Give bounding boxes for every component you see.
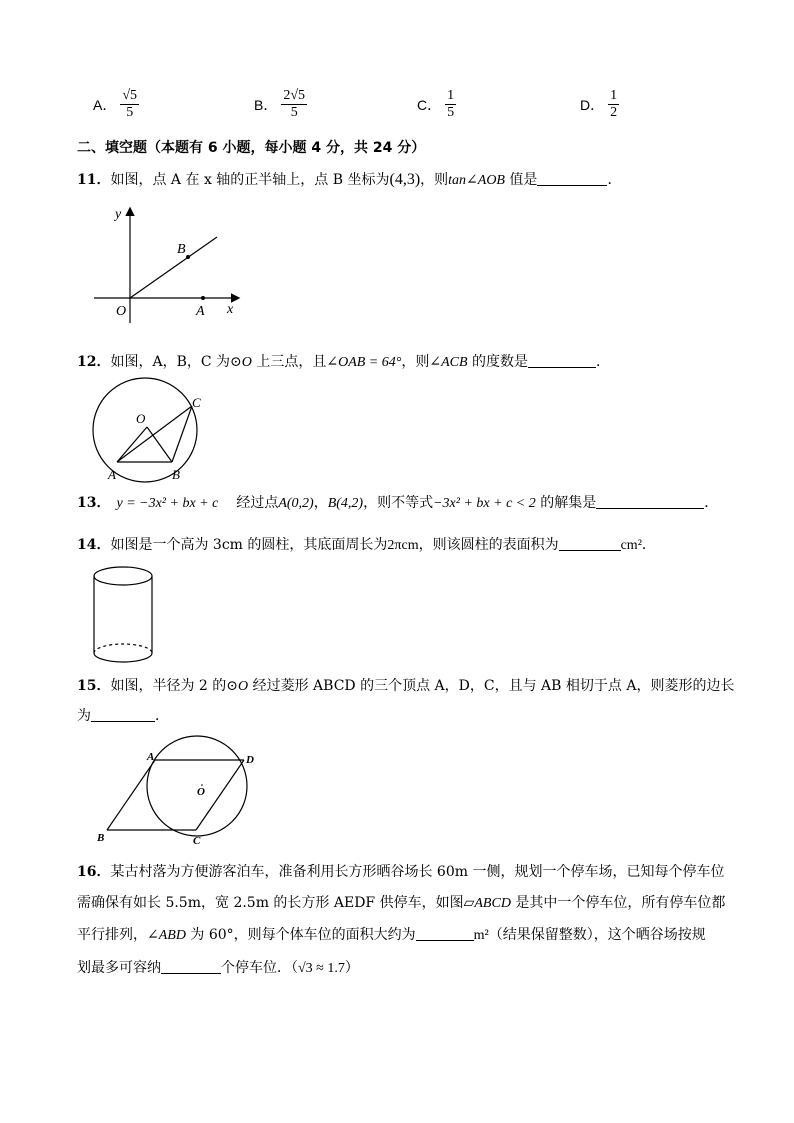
label-b: B (177, 242, 186, 257)
point-b (186, 255, 190, 259)
label-o: O (116, 304, 127, 319)
segment-bc (172, 406, 192, 462)
label-a: A (147, 751, 155, 763)
choice-fraction: $\frac{1}{2}$ (610, 88, 618, 120)
choice-fraction: $\frac{√5}{5}$ (122, 88, 138, 120)
choice-letter: C． (417, 96, 442, 113)
question-number: 15． (77, 678, 111, 694)
answer-blank[interactable] (528, 353, 596, 368)
cylinder-bottom-front (94, 653, 152, 662)
answer-blank[interactable] (559, 536, 621, 551)
choice-b[interactable] (254, 88, 307, 121)
question-number: 12． (77, 354, 111, 370)
segment-ac (117, 406, 192, 462)
question-12: 12．如图，A，B，C 为⊙O 上三点，且∠OAB = 64°，则∠ACB 的度数是 ． (77, 354, 610, 370)
label-a: A (108, 467, 116, 482)
answer-blank[interactable] (596, 494, 704, 509)
label-c: C (192, 395, 201, 410)
question-16-line-1: 16．某古村落为方便游客泊车，准备利用长方形晒谷场长 60m 一侧，规划一个停车场，已知每个停车位 (77, 864, 725, 880)
question-number: 14． (77, 537, 111, 553)
question-number: 13． (77, 495, 111, 511)
label-b: B (97, 832, 105, 844)
figure-q12-circle (90, 380, 210, 485)
segment-ob (147, 427, 172, 462)
question-15-line-1: 15．如图，半径为 2 的⊙O 经过菱形 ABCD 的三个顶点 A，D，C，且与 AB 相切于点 A，则菱形的边长 (77, 678, 735, 694)
answer-blank[interactable] (91, 707, 155, 722)
figure-q11-axes (90, 205, 250, 325)
figure-q15-rhombus (94, 738, 264, 846)
cylinder-top (94, 567, 152, 585)
question-15-line-2: 为 ． (77, 708, 169, 724)
answer-blank-area[interactable] (416, 926, 474, 941)
label-o: O (197, 786, 205, 798)
question-16-line-2: 需确保有如长 5.5m，宽 2.5m 的长方形 AEDF 供停车，如图▱ABCD 是其中一个停车位，所有停车位都 (77, 895, 726, 911)
question-number: 16． (77, 864, 111, 880)
label-c: C (193, 835, 201, 847)
choice-d[interactable] (580, 88, 619, 121)
point-a (201, 296, 205, 300)
center-point (201, 784, 203, 786)
choice-a[interactable] (93, 88, 139, 121)
question-number: 11． (77, 172, 111, 188)
question-13: 13． y = −3x² + bx + c 经过点A(0,2)，B(4,2)，则不等式−3x² + bx + c < 2 的解集是 ． (77, 495, 719, 511)
segment-oa (117, 427, 147, 462)
section-title: 二、填空题（本题有 6 小题，每小题 4 分，共 24 分） (77, 140, 426, 156)
question-11: 11．如图，点 A 在 x 轴的正半轴上，点 B 坐标为(4,3)，则tan∠AOB 值是 ． (77, 171, 622, 188)
question-16-line-3: 平行排列，∠ABD 为 60°，则每个体车位的面积大约为 m²（结果保留整数），这个晒谷场按规 (77, 927, 706, 943)
choice-letter: D． (580, 96, 605, 113)
choice-fraction: $\frac{1}{5}$ (447, 88, 455, 120)
label-d: D (246, 754, 254, 766)
cylinder-bottom-back (94, 644, 152, 653)
answer-blank[interactable] (537, 171, 607, 186)
ray-ob (130, 237, 217, 298)
choice-c[interactable] (417, 88, 456, 121)
answer-blank-count[interactable] (161, 959, 221, 974)
label-y: y (115, 207, 122, 222)
choice-letter: B． (254, 96, 278, 113)
label-o: O (136, 411, 146, 426)
choice-fraction: $\frac{2√5}{5}$ (283, 88, 306, 120)
figure-q14-cylinder (90, 565, 160, 670)
question-16-line-4: 划最多可容纳 个停车位．（√3 ≈ 1.7） (77, 960, 359, 976)
label-x: x (227, 302, 234, 317)
label-a: A (196, 304, 205, 319)
question-14: 14．如图是一个高为 3cm 的圆柱，其底面周长为2πcm，则该圆柱的表面积为 cm²． (77, 537, 656, 553)
label-b: B (172, 467, 180, 482)
choice-letter: A． (93, 96, 117, 113)
